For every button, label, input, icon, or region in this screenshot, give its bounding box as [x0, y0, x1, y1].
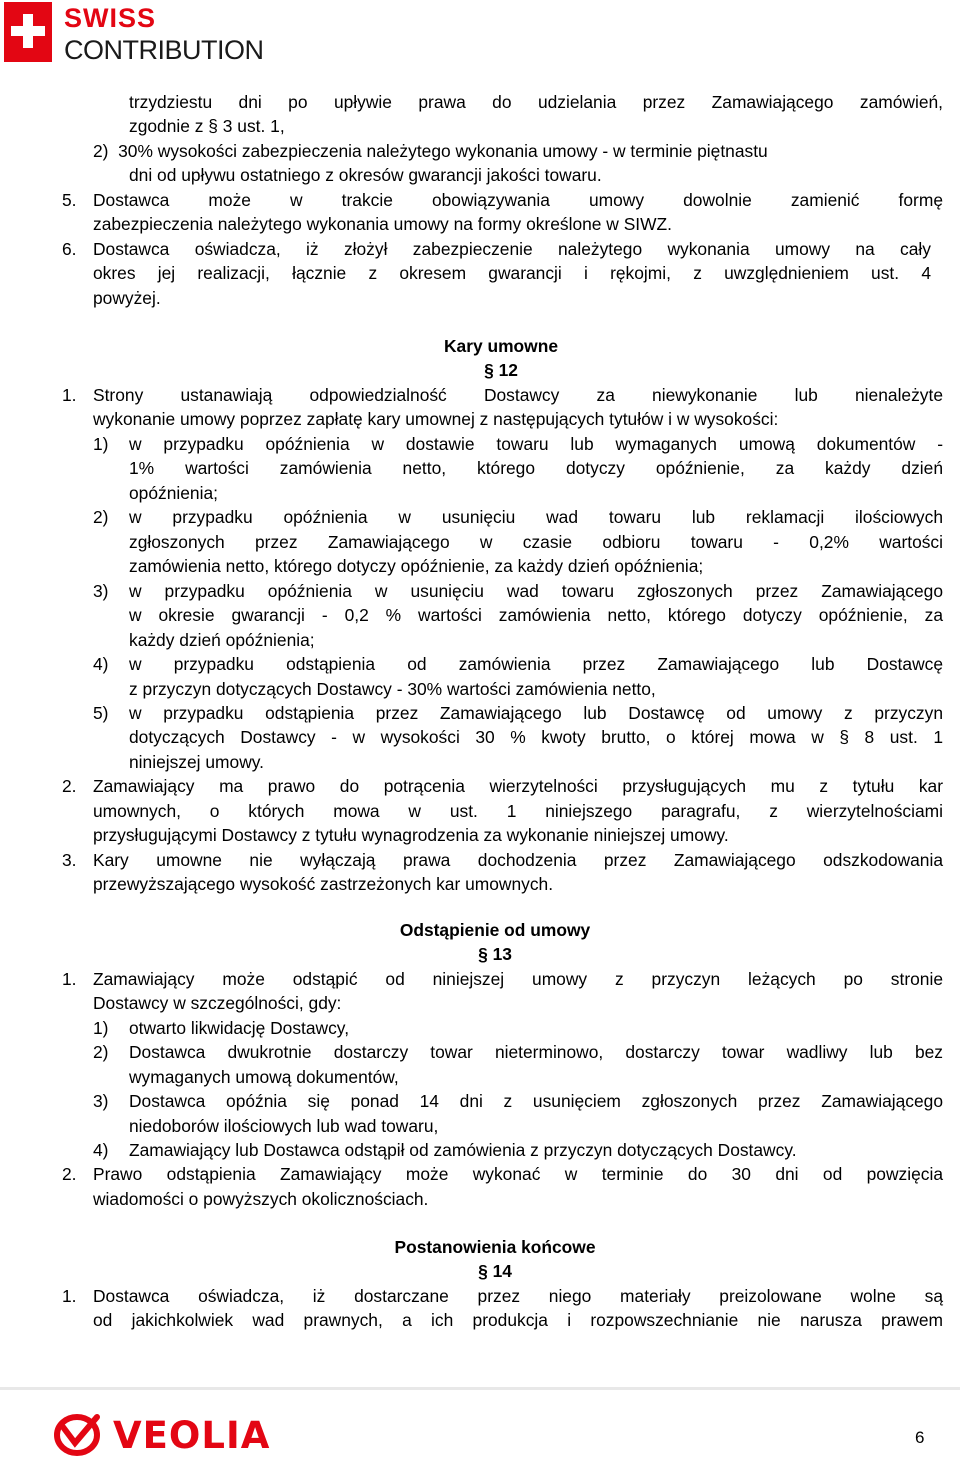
sub-item-number: 4)	[93, 1140, 109, 1160]
text-line: otwarto likwidację Dostawcy,	[129, 1018, 350, 1038]
section-title: Kary umowne	[443, 336, 559, 356]
text-line: Zamawiający ma prawo do potrącenia wierzytelności przysługujących mu z tytułu kar	[93, 776, 943, 796]
text-line: każdy dzień opóźnienia;	[129, 630, 315, 650]
text-line: Dostawca może w trakcie obowiązywania umowy dowolnie zamienić formę	[93, 190, 943, 210]
item-number: 6.	[62, 239, 77, 259]
brand-top: SWISS	[64, 3, 157, 33]
text-line: wymaganych umową dokumentów,	[129, 1067, 399, 1087]
text-line: zgodnie z § 3 ust. 1,	[129, 116, 285, 136]
text-line: Dostawca oświadcza, iż dostarczane przez niego materiały preizolowane wolne są	[93, 1286, 943, 1306]
veolia-wordmark: VEOLIA	[113, 1413, 271, 1457]
item-number: 2.	[62, 1164, 77, 1184]
text-line: Kary umowne nie wyłączają prawa dochodzenia przez Zamawiającego odszkodowania	[93, 850, 943, 870]
text-line: Dostawca oświadcza, iż złożył zabezpieczenie należytego wykonania umowy na cały	[93, 239, 931, 259]
text-line: w okresie gwarancji - 0,2 % wartości zamówienia netto, którego dotyczy opóźnienie, za	[129, 605, 943, 625]
sub-item-number: 2)	[93, 507, 109, 527]
text-line: powyżej.	[93, 288, 161, 308]
sub-item-number: 1)	[93, 1018, 109, 1038]
text-line: wiadomości o powyższych okolicznościach.	[93, 1189, 429, 1209]
text-line: Dostawca dwukrotnie dostarczy towar nieterminowo, dostarczy towar wadliwy lub bez	[129, 1042, 943, 1062]
item-number: 1.	[62, 1286, 77, 1306]
text-line: dni od upływu ostatniego z okresów gwarancji jakości towaru.	[129, 165, 602, 185]
sub-item-number: 3)	[93, 581, 109, 601]
text-line: Dostawca opóźnia się ponad 14 dni z usunięciem zgłoszonych przez Zamawiającego	[129, 1091, 943, 1111]
veolia-logo	[53, 1413, 270, 1457]
swiss-contribution-logo	[4, 2, 264, 64]
sub-item-number: 2)	[93, 1042, 109, 1062]
sub-item-number: 1)	[93, 434, 109, 454]
text-line: w przypadku odstąpienia przez Zamawiającego lub Dostawcę od umowy z przyczyn	[129, 703, 943, 723]
text-line: Strony ustanawiają odpowiedzialność Dostawcy za niewykonanie lub nienależyte	[93, 385, 943, 405]
text-line: w przypadku opóźnienia w usunięciu wad towaru lub reklamacji ilościowych	[129, 507, 943, 527]
text-line: zabezpieczenia należytego wykonania umowy na formy określone w SIWZ.	[93, 214, 672, 234]
text-line: w przypadku odstąpienia od zamówienia przez Zamawiającego lub Dostawcę	[129, 654, 943, 674]
text-line: okres jej realizacji, łącznie z okresem gwarancji i rękojmi, z uwzględnieniem ust. 4	[93, 263, 931, 283]
text-line: Zamawiający lub Dostawca odstąpił od zamówienia z przyczyn dotyczących Dostawcy.	[129, 1140, 797, 1160]
item-number: 1.	[62, 969, 77, 989]
section-paragraph-number: § 14	[478, 1261, 512, 1281]
text-line: Zamawiający może odstąpić od niniejszej umowy z przyczyn leżących po stronie	[93, 969, 943, 989]
sub-item-number: 5)	[93, 703, 109, 723]
item-number: 3.	[62, 850, 77, 870]
item-number: 5.	[62, 190, 77, 210]
text-line: 2) 30% wysokości zabezpieczenia należytego wykonania umowy - w terminie piętnastu	[93, 141, 768, 161]
text-line: w przypadku opóźnienia w dostawie towaru lub wymaganych umową dokumentów -	[129, 434, 943, 454]
text-line: niedoborów ilościowych lub wad towaru,	[129, 1116, 439, 1136]
item-number: 1.	[62, 385, 77, 405]
text-line: opóźnienia;	[129, 483, 218, 503]
text-line: w przypadku opóźnienia w usunięciu wad towaru zgłoszonych przez Zamawiającego	[129, 581, 943, 601]
brand-bottom: CONTRIBUTION	[64, 35, 264, 65]
text-line: niniejszej umowy.	[129, 752, 264, 772]
section-paragraph-number: § 13	[478, 944, 512, 964]
text-line: umownych, o których mowa w ust. 1 niniejszego paragrafu, z wierzytelnościami	[93, 801, 943, 821]
sub-item-number: 3)	[93, 1091, 109, 1111]
sub-item-number: 4)	[93, 654, 109, 674]
veolia-emblem-icon	[53, 1413, 105, 1457]
text-line: wykonanie umowy poprzez zapłatę kary umownej z następujących tytułów i w wysokości:	[93, 409, 779, 429]
text-line: Prawo odstąpienia Zamawiający może wykonać w terminie do 30 dni od powzięcia	[93, 1164, 943, 1184]
section-paragraph-number: § 12	[484, 360, 518, 380]
footer-divider	[0, 1387, 960, 1390]
text-line: zamówienia netto, którego dotyczy opóźnienie, za każdy dzień opóźnienia;	[129, 556, 704, 576]
text-line: przewyższającego wysokość zastrzeżonych kar umownych.	[93, 874, 554, 894]
text-line: przysługującymi Dostawcy z tytułu wynagrodzenia za wykonanie niniejszej umowy.	[93, 825, 729, 845]
text-line: dotyczących Dostawcy - w wysokości 30 % kwoty brutto, o której mowa w § 8 ust. 1	[129, 727, 943, 747]
text-line: 1% wartości zamówienia netto, którego dotyczy opóźnienie, za każdy dzień	[129, 458, 943, 478]
item-number: 2.	[62, 776, 77, 796]
text-line: zgłoszonych przez Zamawiającego w czasie odbioru towaru - 0,2% wartości	[129, 532, 943, 552]
text-line: z przyczyn dotyczących Dostawcy - 30% wartości zamówienia netto,	[129, 679, 656, 699]
page-number: 6	[915, 1428, 925, 1447]
text-line: Dostawcy w szczególności, gdy:	[93, 993, 342, 1013]
text-line: trzydziestu dni po upływie prawa do udzielania przez Zamawiającego zamówień,	[129, 92, 943, 112]
swiss-flag-icon	[4, 2, 52, 62]
section-title: Odstąpienie od umowy	[399, 920, 591, 940]
text-line: od jakichkolwiek wad prawnych, a ich produkcja i rozpowszechnianie nie narusza prawem	[93, 1310, 943, 1330]
section-title: Postanowienia końcowe	[394, 1237, 596, 1257]
